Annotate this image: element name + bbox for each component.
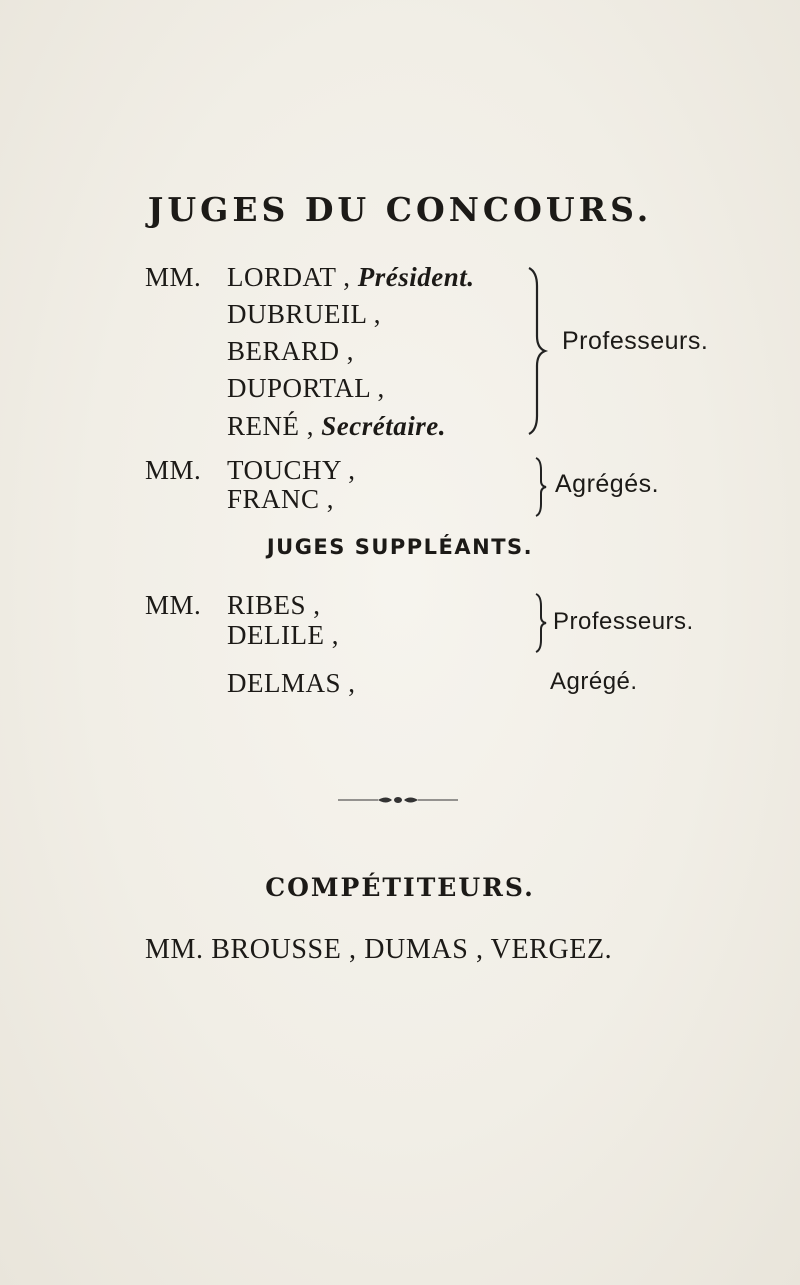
substitutes-brace-icon — [534, 592, 550, 654]
competitors-line: MM. BROUSSE , DUMAS , VERGEZ. — [145, 934, 613, 965]
professor-name: BERARD , — [227, 336, 355, 366]
professors-brace-icon — [527, 266, 551, 436]
professor-name: LORDAT , — [227, 262, 351, 292]
substitute-single-label: Agrégé. — [550, 668, 638, 695]
page-title: JUGES DU CONCOURS. — [147, 190, 653, 229]
professor-role: Secrétaire. — [321, 411, 446, 441]
substitute-row-2 — [227, 620, 339, 651]
prefix-mm: MM. — [145, 262, 202, 292]
section-title-substitutes: JUGES SUPPLÉANTS. — [266, 535, 534, 559]
prefix-mm: MM. — [145, 455, 202, 485]
agrege-name: TOUCHY , — [227, 455, 356, 485]
substitute-name: DELILE , — [227, 620, 339, 650]
agrege-row-2 — [227, 484, 334, 515]
professor-name: DUPORTAL , — [227, 373, 385, 403]
professor-name: DUBRUEIL , — [227, 299, 381, 329]
professor-name: RENÉ , — [227, 411, 314, 441]
substitutes-group-label: Professeurs. — [553, 608, 694, 635]
agrege-row-1 — [145, 455, 356, 486]
prefix-mm: MM. — [145, 590, 202, 620]
ornament-divider-icon — [338, 793, 458, 807]
substitute-name: DELMAS , — [227, 668, 356, 698]
section-title-competitors: COMPÉTITEURS. — [265, 873, 535, 902]
professor-row-2 — [227, 299, 381, 330]
agreges-brace-icon — [534, 456, 550, 518]
professor-row-3 — [227, 336, 354, 367]
substitute-row-1 — [145, 590, 321, 621]
professors-group-label: Professeurs. — [562, 327, 709, 355]
professor-row-4 — [227, 373, 385, 404]
professor-row-1 — [145, 262, 475, 293]
professor-role: Président. — [357, 262, 475, 292]
professor-row-5 — [227, 411, 446, 442]
substitute-single-row — [227, 668, 356, 699]
agreges-group-label: Agrégés. — [555, 470, 660, 498]
substitute-name: RIBES , — [227, 590, 321, 620]
agrege-name: FRANC , — [227, 484, 335, 514]
